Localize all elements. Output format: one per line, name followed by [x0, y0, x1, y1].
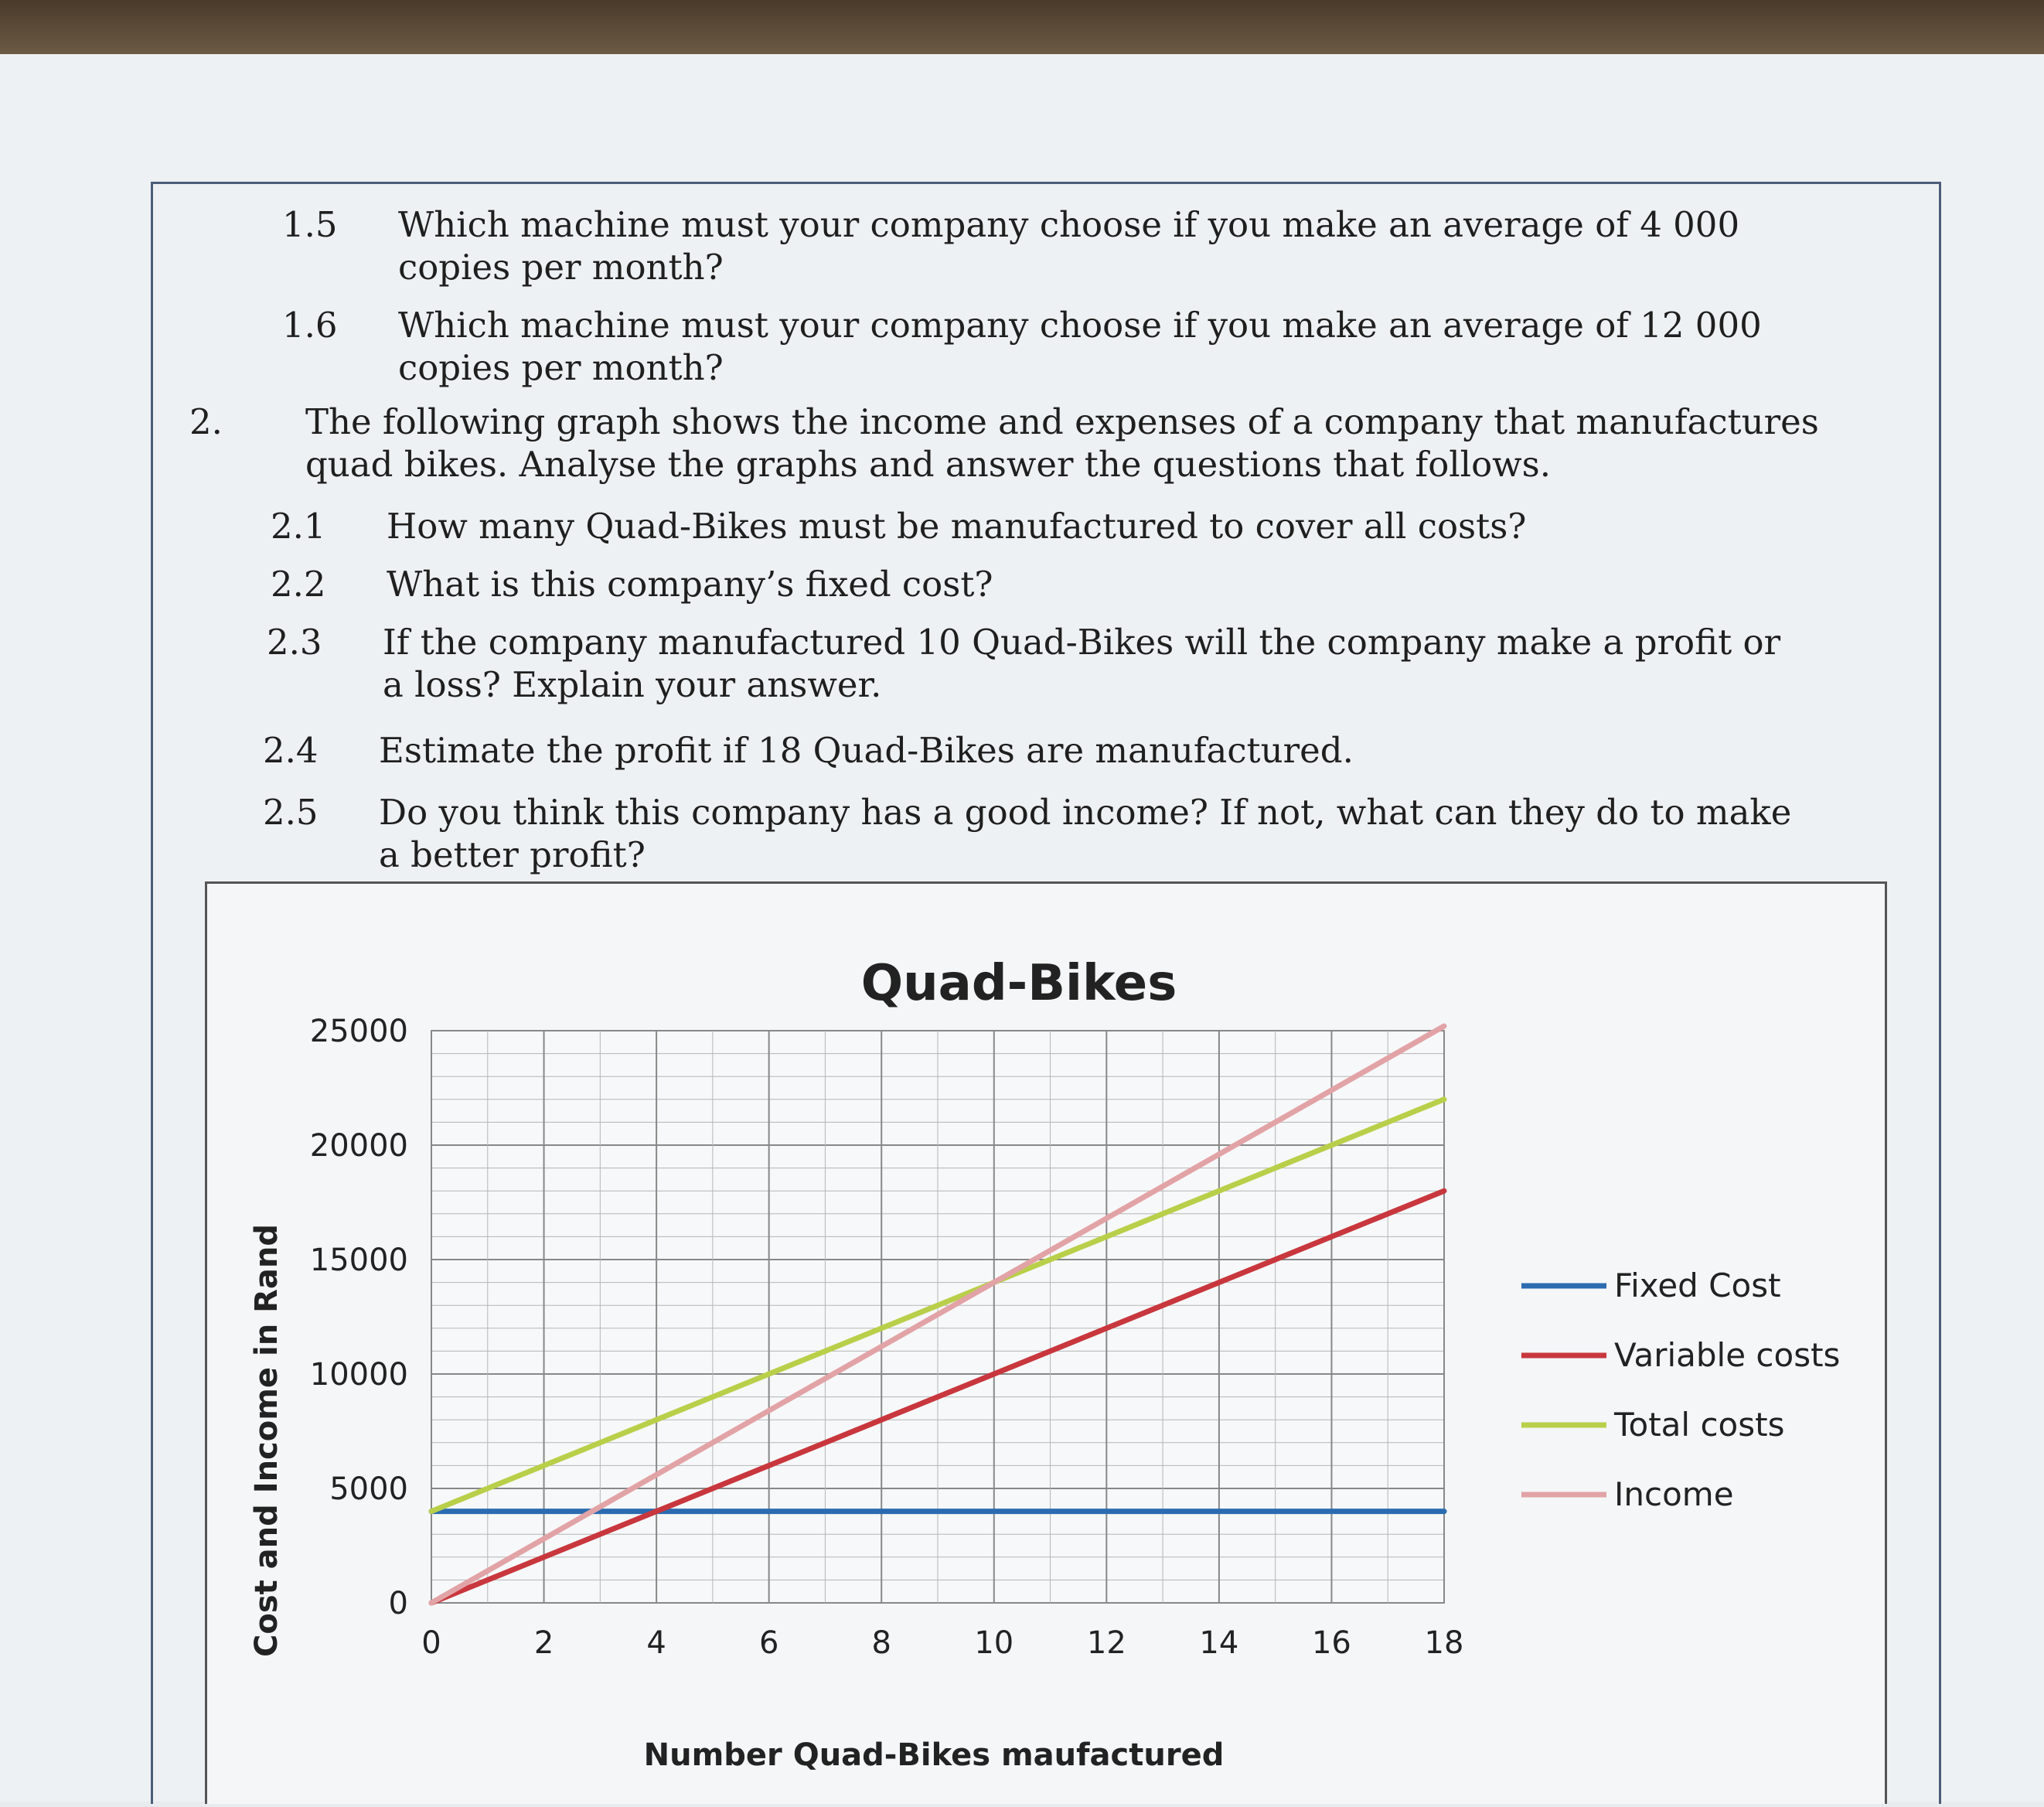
legend-label: Variable costs	[1614, 1336, 1841, 1374]
question-text-continued: a loss? Explain your answer.	[383, 664, 882, 705]
question-text: If the company manufactured 10 Quad-Bikes will the company make a profit or	[383, 622, 1781, 663]
chart-legend	[1521, 1267, 1840, 1513]
question-text: Which machine must your company choose if you make an average of 12 000	[398, 305, 1762, 346]
y-tick-label: 10000	[309, 1357, 408, 1393]
question-number: 2.	[189, 401, 223, 442]
x-tick-label: 10	[974, 1625, 1014, 1661]
x-tick-label: 2	[533, 1625, 554, 1661]
question-text: Do you think this company has a good income? If not, what can they do to make	[379, 792, 1792, 833]
x-tick-label: 12	[1086, 1625, 1126, 1661]
x-tick-label: 14	[1199, 1625, 1239, 1661]
legend-label: Total costs	[1614, 1406, 1785, 1444]
y-axis-label: Cost and Income in Rand	[249, 1223, 284, 1658]
question-text: How many Quad-Bikes must be manufactured to cover all costs?	[387, 506, 1527, 547]
quad-bikes-chart	[207, 884, 1885, 1804]
x-axis-label: Number Quad-Bikes maufactured	[643, 1737, 1225, 1773]
legend-label: Fixed Cost	[1614, 1267, 1781, 1304]
question-number: 2.1	[271, 506, 326, 547]
table-surface	[0, 0, 2044, 54]
x-tick-label: 8	[871, 1625, 891, 1661]
question-text-continued: copies per month?	[398, 247, 724, 288]
question-text-continued: quad bikes. Analyse the graphs and answer the questions that follows.	[305, 444, 1552, 485]
x-tick-label: 4	[646, 1625, 666, 1661]
y-tick-label: 5000	[329, 1471, 408, 1507]
question-text: The following graph shows the income and expenses of a company that manufactures	[305, 401, 1819, 442]
question-text: Estimate the profit if 18 Quad-Bikes are manufactured.	[379, 730, 1354, 771]
question-number: 1.5	[282, 204, 338, 245]
question-number: 2.4	[263, 730, 319, 771]
chart-container	[205, 881, 1887, 1804]
question-text-continued: a better profit?	[379, 834, 646, 875]
question-number: 2.5	[263, 792, 319, 833]
question-number: 2.3	[267, 622, 322, 663]
x-tick-label: 6	[758, 1625, 779, 1661]
chart-title: Quad-Bikes	[860, 955, 1177, 1012]
y-tick-label: 15000	[309, 1243, 408, 1278]
y-tick-label: 0	[388, 1586, 408, 1621]
question-text: What is this company’s fixed cost?	[387, 564, 993, 605]
y-tick-label: 20000	[309, 1128, 408, 1164]
x-tick-label: 0	[421, 1625, 441, 1661]
question-text: Which machine must your company choose if you make an average of 4 000	[398, 204, 1740, 245]
question-number: 1.6	[282, 305, 338, 346]
question-text-continued: copies per month?	[398, 347, 724, 388]
legend-label: Income	[1614, 1475, 1734, 1513]
x-tick-label: 18	[1424, 1625, 1464, 1661]
y-tick-label: 25000	[309, 1014, 408, 1049]
question-number: 2.2	[271, 564, 326, 605]
x-tick-label: 16	[1311, 1625, 1351, 1661]
